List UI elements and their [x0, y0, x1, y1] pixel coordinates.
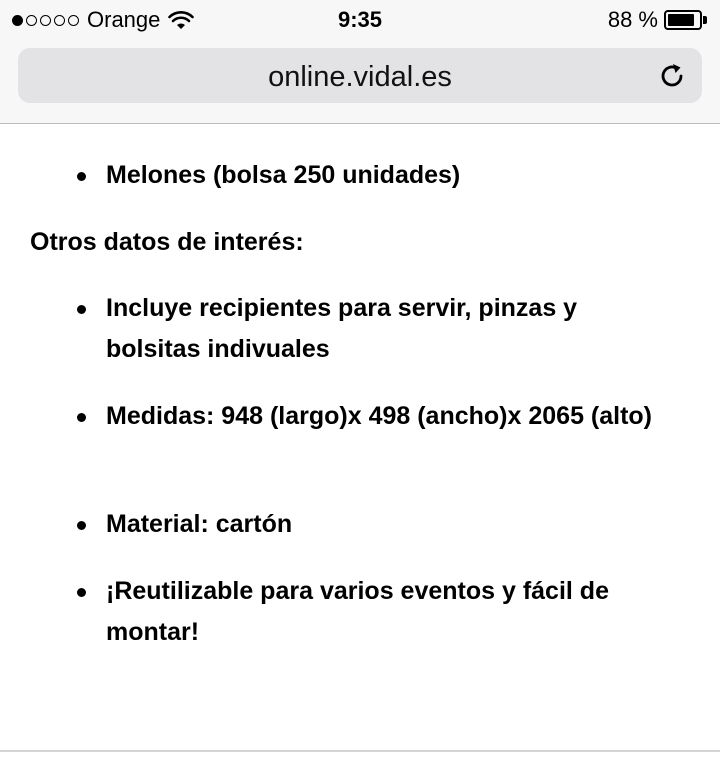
list-item-text: Medidas: 948 (largo)x 498 (ancho)x 2065 (alto)	[106, 402, 653, 430]
bottom-divider	[0, 750, 720, 752]
battery-tip	[703, 16, 707, 24]
bullet	[77, 521, 86, 530]
url-text[interactable]: online.vidal.es	[268, 61, 452, 93]
status-right	[608, 7, 708, 33]
list-item	[106, 504, 666, 545]
list-item-text: Material: cartón	[106, 510, 293, 538]
bullet	[77, 413, 86, 422]
bullet	[77, 305, 86, 314]
list-item-text: ¡Reutilizable para varios eventos y fácil de montar!	[106, 577, 609, 646]
address-bar[interactable]	[18, 48, 702, 103]
list-item	[106, 155, 666, 196]
list-item	[106, 396, 666, 437]
reload-icon[interactable]	[656, 60, 688, 92]
battery-percent: 88 %	[607, 7, 658, 32]
list-item	[106, 571, 666, 653]
bullet	[77, 588, 86, 597]
browser-toolbar	[0, 40, 720, 124]
battery-fill	[668, 14, 694, 26]
clock: 9:35	[337, 7, 383, 32]
carrier-name: Orange	[87, 7, 161, 32]
list-item	[106, 288, 666, 370]
battery-body	[664, 10, 702, 30]
page-content	[0, 124, 720, 750]
battery-icon	[664, 10, 708, 30]
section-heading: Otros datos de interés:	[30, 228, 304, 256]
list-item-text: Melones (bolsa 250 unidades)	[106, 161, 461, 189]
bullet	[77, 172, 86, 181]
list-item-text: Incluye recipientes para servir, pinzas y bolsitas indivuales	[106, 294, 578, 363]
status-bar	[0, 0, 720, 40]
